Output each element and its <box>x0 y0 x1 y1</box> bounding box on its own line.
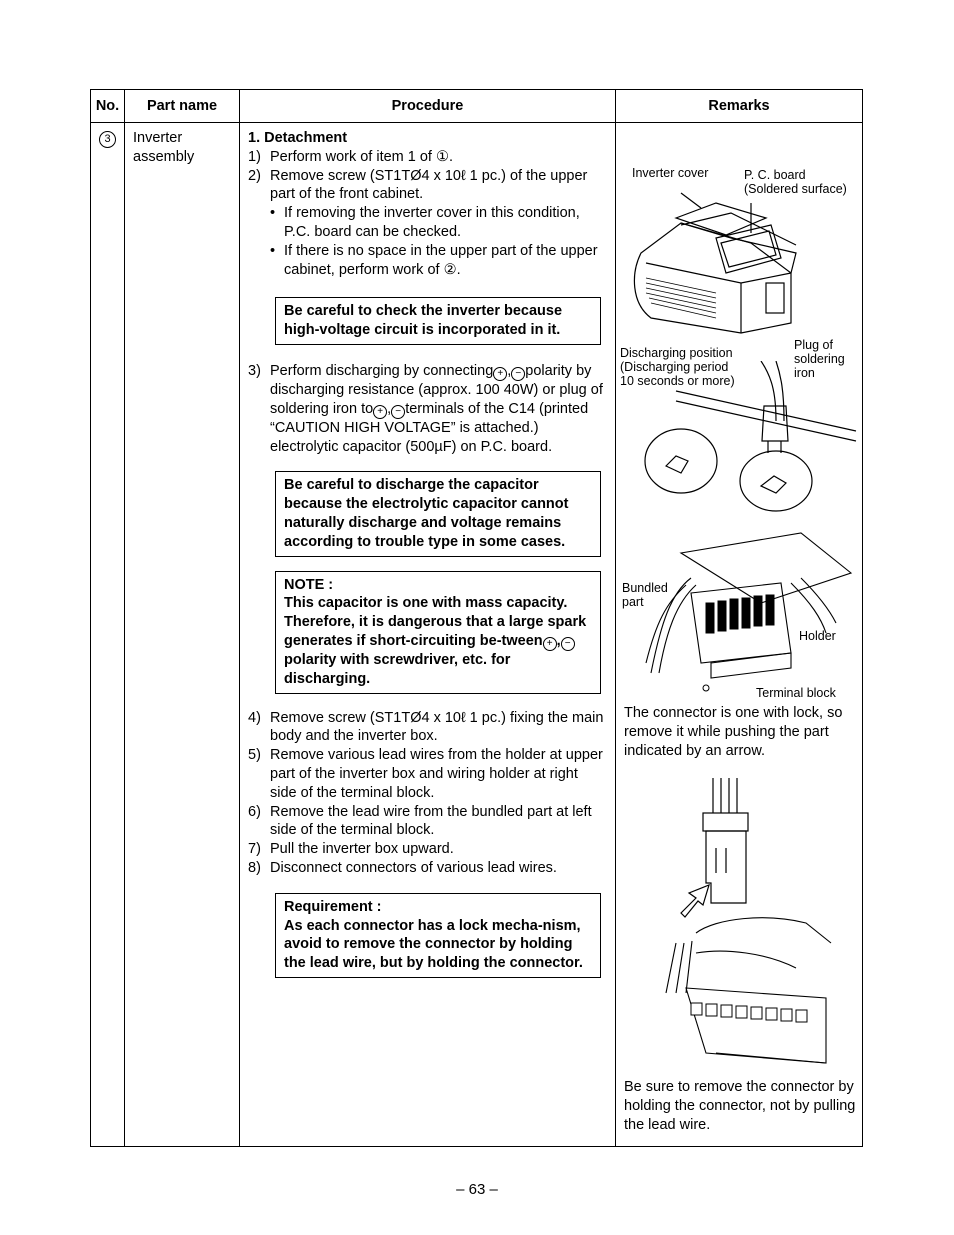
plus-icon: + <box>373 405 387 419</box>
minus-icon: − <box>391 405 405 419</box>
caution-box-capacitor: Be careful to discharge the capacitor because the electrolytic capacitor cannot naturally discharge and voltage remains according to trouble type in some cases. <box>275 471 601 556</box>
plus-icon: + <box>493 367 507 381</box>
note-box: NOTE : This capacitor is one with mass capacity. Therefore, it is dangerous that a large spark generates if short-circuiting be-tween + , −polarity with screwdriver, etc. for discharging. <box>275 571 601 694</box>
label-discharging-position: Discharging position <box>620 346 733 360</box>
procedure-table <box>90 89 863 1147</box>
discharging-figure <box>636 361 861 516</box>
step-6: 6) Remove the lead wire from the bundled part at left side of the terminal block. <box>248 803 592 839</box>
caution-box-inverter: Be careful to check the inverter because high-voltage circuit is incorporated in it. <box>275 297 601 345</box>
procedure-cell <box>240 123 616 1147</box>
plus-icon: + <box>543 637 557 651</box>
label-plug-2: soldering <box>794 352 845 366</box>
inverter-unit-figure <box>621 183 861 343</box>
label-pc-board-sub: (Soldered surface) <box>744 182 847 196</box>
step-7: 7) Pull the inverter box upward. <box>248 841 454 858</box>
label-plug-3: iron <box>794 366 815 380</box>
label-inverter-cover: Inverter cover <box>632 166 709 180</box>
label-plug: Plug of <box>794 338 833 352</box>
header-remarks: Remarks <box>616 90 863 123</box>
terminal-block-figure <box>641 523 861 693</box>
step-1: 1) Perform work of item 1 of ①. <box>248 148 454 165</box>
label-terminal-block: Terminal block <box>756 686 836 700</box>
label-pc-board: P. C. board <box>744 168 806 182</box>
connector-figure <box>671 773 791 933</box>
minus-icon: − <box>511 367 525 381</box>
requirement-box: Requirement : As each connector has a lock mecha-nism, avoid to remove the connector by holding the lead wire, but by holding the connector. <box>275 893 601 978</box>
item-number: 3 <box>99 131 116 148</box>
table-row <box>91 123 863 1147</box>
label-discharging-time: 10 seconds or more) <box>620 374 735 388</box>
header-part-name: Part name <box>125 90 240 123</box>
header-no: No. <box>91 90 125 123</box>
hand-holding-connector-figure <box>656 913 861 1068</box>
label-bundled-part: Bundled <box>622 581 668 595</box>
step-2: 2) Remove screw (ST1TØ4 x 10ℓ 1 pc.) of the upper part of the front cabinet. <box>248 167 588 203</box>
step-3: 3) Perform discharging by connecting + , − polarity by discharging resistance (approx. 100 40W) or plug of soldering iron to + , − terminals of the C14 (printed “CAUTION HIGH VOLTAGE” is attached.) electrolytic capacitor (500µF) on P.C. board. <box>248 362 603 455</box>
step-4: 4) Remove screw (ST1TØ4 x 10ℓ 1 pc.) fixing the main body and the inverter box. <box>248 709 604 745</box>
bullet-2: • If there is no space in the upper part of the upper cabinet, perform work of ②. <box>270 242 598 278</box>
page-number: – 63 – <box>456 1181 498 1198</box>
table-header-row <box>91 90 863 123</box>
label-holder: Holder <box>799 629 836 643</box>
step-5: 5) Remove various lead wires from the holder at upper part of the inverter box and wiring holder at right side of the terminal block. <box>248 747 603 801</box>
label-bundled-part-2: part <box>622 595 644 609</box>
remarks-cell <box>616 123 863 1147</box>
header-procedure: Procedure <box>240 90 616 123</box>
item-number-cell <box>91 123 125 1147</box>
remark-text-lock: The connector is one with lock, so remove it while pushing the part indicated by an arrow. <box>624 705 843 759</box>
part-name: Inverter assembly <box>125 123 240 1147</box>
step-8: 8) Disconnect connectors of various lead wires. <box>248 859 557 876</box>
remark-text-holding: Be sure to remove the connector by holding the connector, not by pulling the lead wire. <box>624 1079 856 1133</box>
bullet-1: • If removing the inverter cover in this condition, P.C. board can be checked. <box>270 205 580 240</box>
label-discharging-period: (Discharging period <box>620 360 729 374</box>
minus-icon: − <box>561 637 575 651</box>
procedure-heading: 1. Detachment <box>248 130 348 146</box>
